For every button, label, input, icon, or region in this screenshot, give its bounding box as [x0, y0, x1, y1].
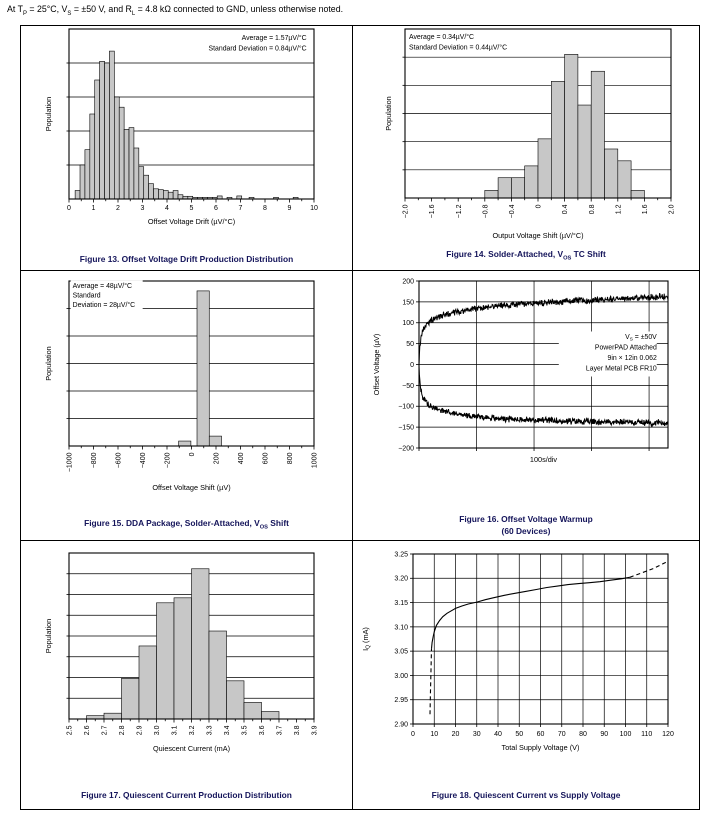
svg-text:1.6: 1.6: [642, 204, 649, 215]
svg-text:Standard: Standard: [72, 292, 101, 300]
figure-17-panel: [21, 541, 353, 809]
svg-text:100s/div: 100s/div: [529, 455, 558, 464]
figure-17-caption: Figure 17. Quiescent Current Production Distribution: [81, 790, 292, 800]
svg-text:Total Supply Voltage (V): Total Supply Voltage (V): [501, 743, 580, 752]
svg-text:Population: Population: [44, 96, 53, 132]
svg-text:2.95: 2.95: [394, 697, 408, 705]
svg-text:0: 0: [535, 204, 543, 209]
svg-text:−800: −800: [91, 452, 99, 469]
svg-text:PowerPAD Attached: PowerPAD Attached: [594, 344, 657, 352]
svg-text:1: 1: [91, 205, 96, 212]
svg-text:−200: −200: [164, 452, 172, 469]
svg-text:100: 100: [619, 731, 632, 738]
svg-text:3.10: 3.10: [394, 624, 408, 632]
figure-13-caption: Figure 13. Offset Voltage Drift Production Distribution: [79, 254, 294, 264]
svg-text:800: 800: [287, 452, 295, 465]
svg-text:−600: −600: [115, 452, 123, 469]
svg-text:0.8: 0.8: [588, 204, 596, 215]
svg-text:2.0: 2.0: [668, 204, 676, 215]
figure-15-panel: [21, 271, 353, 541]
figures-grid: [20, 25, 700, 810]
svg-text:3.6: 3.6: [259, 725, 267, 736]
svg-text:3.05: 3.05: [394, 648, 408, 656]
svg-text:50: 50: [406, 341, 414, 349]
svg-text:Layer Metal PCB FR10: Layer Metal PCB FR10: [585, 365, 657, 373]
figure-14-chart: [353, 26, 699, 270]
figure-13-panel: [21, 26, 353, 271]
svg-text:3.7: 3.7: [276, 725, 284, 736]
svg-text:400: 400: [238, 452, 246, 465]
svg-text:−200: −200: [398, 445, 414, 453]
svg-text:Average = 48µV/°C: Average = 48µV/°C: [72, 283, 132, 290]
svg-text:200: 200: [402, 278, 414, 286]
svg-text:−100: −100: [398, 403, 414, 411]
svg-text:6: 6: [214, 205, 218, 212]
svg-text:3.5: 3.5: [241, 725, 249, 736]
figure-16-caption: Figure 16. Offset Voltage Warmup (60 Devices): [459, 514, 593, 536]
figure-13-chart: [21, 26, 352, 270]
svg-text:Standard Deviation = 0.44µV/°C: Standard Deviation = 0.44µV/°C: [408, 44, 508, 52]
svg-text:90: 90: [600, 731, 609, 738]
figure-18-panel: [353, 541, 699, 809]
svg-text:7: 7: [238, 205, 243, 212]
svg-text:Deviation = 28µV/°C: Deviation = 28µV/°C: [72, 302, 136, 309]
svg-text:−2.0: −2.0: [402, 204, 410, 219]
figure-14-panel: [353, 26, 699, 271]
svg-text:−1000: −1000: [66, 452, 74, 473]
svg-text:4: 4: [165, 205, 169, 212]
svg-text:0: 0: [411, 731, 415, 738]
svg-text:5: 5: [189, 205, 194, 212]
svg-text:Quiescent Current (mA): Quiescent Current (mA): [152, 744, 231, 753]
svg-text:3.4: 3.4: [224, 725, 232, 736]
svg-text:0: 0: [67, 205, 71, 212]
test-conditions-note: At $T_P = 25^\circ C$, $V_S = \pm 50$ V, and $R_L = 4.8$ kΩ connected to GND, unless otherwise noted.: [7, 4, 344, 17]
svg-text:3.25: 3.25: [394, 551, 408, 559]
svg-text:2: 2: [116, 205, 120, 212]
svg-text:Population: Population: [44, 618, 53, 654]
svg-text:8: 8: [263, 205, 267, 212]
svg-text:Population: Population: [44, 346, 53, 381]
svg-text:60: 60: [536, 731, 545, 738]
svg-text:Offset Voltage Drift (µV/°C): Offset Voltage Drift (µV/°C): [147, 217, 236, 226]
svg-text:−50: −50: [402, 382, 414, 390]
svg-text:VS = ±50V: $V_S = \pm 50V$: [625, 334, 657, 342]
svg-text:1000: 1000: [311, 452, 319, 469]
svg-text:3.9: 3.9: [311, 725, 319, 736]
svg-text:200: 200: [213, 452, 221, 465]
svg-text:3.2: 3.2: [189, 725, 197, 736]
svg-text:40: 40: [494, 731, 502, 738]
svg-text:3.3: 3.3: [206, 725, 214, 736]
svg-text:Population: Population: [384, 96, 393, 131]
svg-text:2.9: 2.9: [136, 725, 144, 736]
svg-text:10: 10: [310, 205, 318, 212]
svg-text:−1.6: −1.6: [429, 204, 437, 219]
svg-text:0.4: 0.4: [562, 204, 570, 215]
svg-text:−1.2: −1.2: [455, 204, 463, 219]
svg-text:2.7: 2.7: [101, 725, 109, 736]
svg-text:−0.8: −0.8: [482, 204, 490, 219]
svg-text:30: 30: [472, 731, 481, 738]
figure-14-caption: Figure 14. Solder-Attached, $V_{OS}$ TC Shift: [446, 249, 606, 262]
svg-text:Average = 0.34µV/°C: Average = 0.34µV/°C: [408, 34, 475, 41]
svg-text:3.20: 3.20: [394, 575, 408, 583]
svg-text:600: 600: [262, 452, 270, 465]
svg-text:2.5: 2.5: [66, 725, 74, 736]
svg-text:−0.4: −0.4: [509, 204, 516, 219]
figure-16-chart: [353, 271, 699, 540]
figure-15-chart: [21, 271, 352, 540]
svg-text:2.8: 2.8: [119, 725, 127, 736]
figure-15-caption: Figure 15. DDA Package, Solder-Attached, $V_{OS}$ Shift: [84, 518, 289, 531]
svg-text:50: 50: [515, 731, 524, 738]
svg-text:3.1: 3.1: [171, 725, 179, 736]
svg-text:3.00: 3.00: [394, 672, 408, 680]
figure-17-chart: [21, 541, 352, 809]
svg-text:3: 3: [140, 205, 145, 212]
svg-text:70: 70: [557, 731, 566, 738]
svg-text:80: 80: [579, 731, 587, 738]
figure-16-panel: [353, 271, 699, 541]
svg-text:150: 150: [402, 299, 414, 307]
svg-text:10: 10: [430, 731, 439, 738]
svg-text:20: 20: [451, 731, 460, 738]
svg-text:Offset Voltage Shift (µV): Offset Voltage Shift (µV): [152, 483, 231, 492]
svg-text:120: 120: [662, 731, 674, 738]
svg-text:3.8: 3.8: [294, 725, 302, 736]
svg-text:9: 9: [287, 205, 292, 212]
svg-text:−400: −400: [140, 452, 148, 469]
figure-18-chart: [353, 541, 699, 809]
svg-text:110: 110: [641, 731, 653, 738]
svg-text:Average = 1.57µV/°C: Average = 1.57µV/°C: [241, 35, 307, 42]
svg-text:Output Voltage Shift (µV/°C): Output Voltage Shift (µV/°C): [492, 231, 584, 240]
figure-18-caption: Figure 18. Quiescent Current vs Supply Voltage: [431, 790, 621, 800]
svg-text:3.15: 3.15: [394, 599, 408, 607]
svg-text:−150: −150: [398, 424, 414, 432]
svg-text:3.0: 3.0: [154, 725, 162, 736]
svg-text:0: 0: [410, 361, 414, 369]
svg-text:2.90: 2.90: [394, 721, 408, 729]
svg-text:9in × 12in 0.062: 9in × 12in 0.062: [607, 355, 657, 362]
svg-text:100: 100: [402, 320, 414, 328]
svg-text:0: 0: [189, 452, 197, 457]
svg-text:Standard Deviation = 0.84µV/°C: Standard Deviation = 0.84µV/°C: [208, 45, 307, 53]
svg-text:IQ (mA): $I_Q$ (mA): [361, 627, 372, 651]
svg-text:2.6: 2.6: [84, 725, 92, 736]
svg-text:1.2: 1.2: [615, 204, 623, 215]
svg-text:Offset Voltage (µV): Offset Voltage (µV): [372, 333, 381, 396]
